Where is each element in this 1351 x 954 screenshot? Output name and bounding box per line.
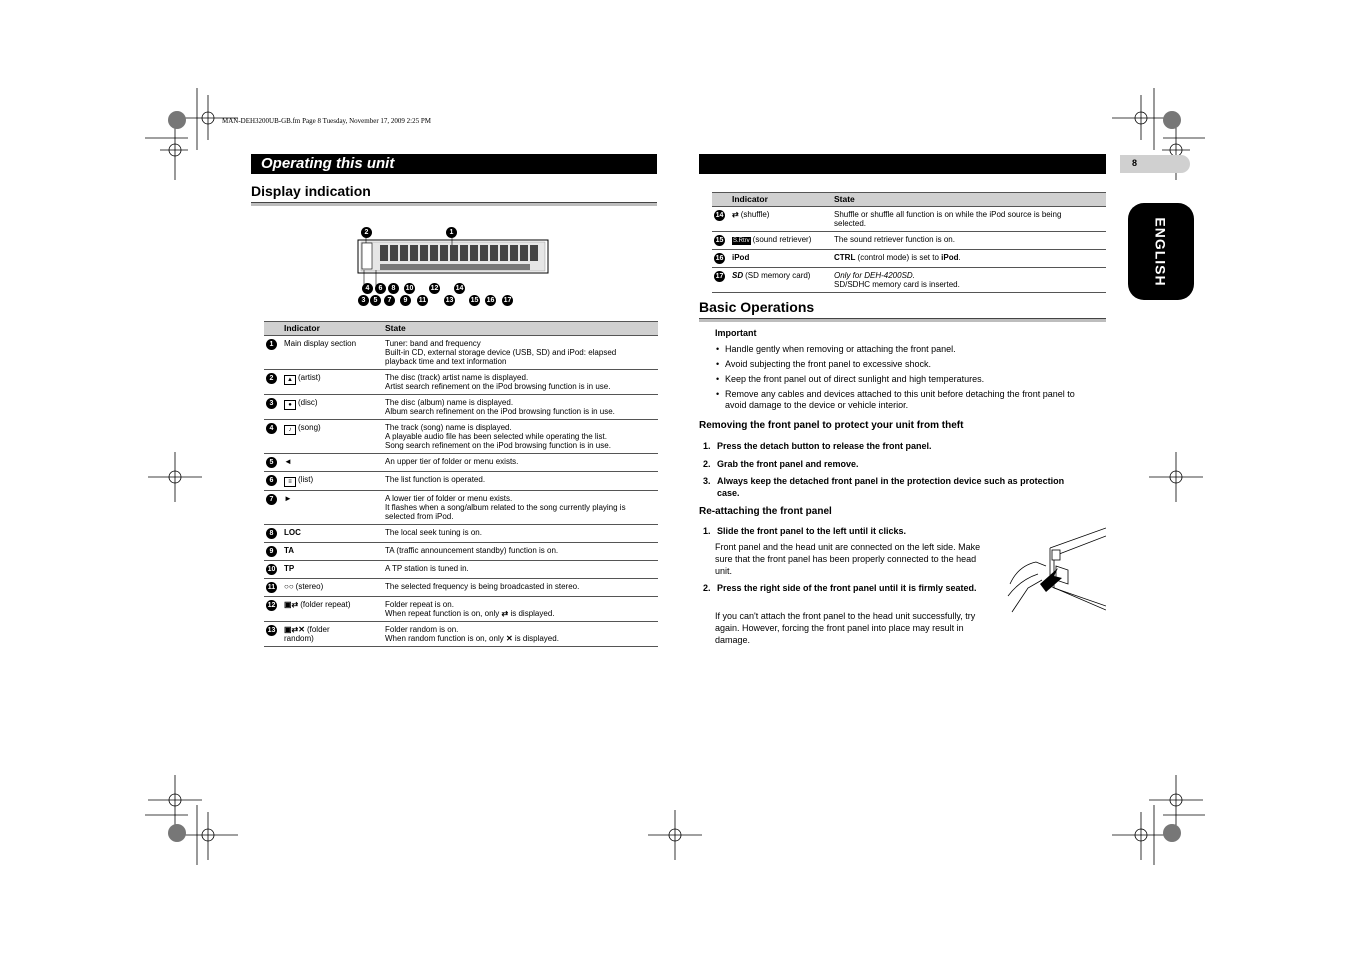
song-icon: ♪ [284, 425, 296, 435]
remove-step-2: 2. Grab the front panel and remove. [703, 459, 859, 469]
column-header-indicator: Indicator [732, 193, 834, 207]
section-title: Operating this unit [261, 155, 395, 172]
basic-operations-heading: Basic Operations [699, 299, 815, 315]
table-row: 11 ○○ (stereo) The selected frequency is being broadcasted in stereo. [264, 579, 658, 597]
callout-4: 4 [362, 283, 373, 294]
list-item: • Handle gently when removing or attaching the front panel. [715, 344, 1093, 355]
reattach-body-1: Front panel and the head unit are connected on the left side. Make sure that the front panel has been properly connected to the head unit. [715, 542, 981, 576]
disc-icon: ● [284, 400, 296, 410]
important-label: Important [715, 328, 757, 338]
callout-row-bottom: 3 5 7 9 11 13 15 16 17 [358, 289, 513, 307]
callout-6: 6 [375, 283, 386, 294]
indicator-table-left [264, 321, 658, 647]
callout-1: 1 [446, 221, 457, 239]
table-row: 5 ◄ An upper tier of folder or menu exists. [264, 454, 658, 472]
table-row: 7 ► A lower tier of folder or menu exists. It flashes when a song/album related to the song currently playing is selected from iPod. [264, 491, 658, 525]
table-row: 1 Main display section Tuner: band and frequency Built-in CD, external storage device (USB, SD) and iPod: elapsed playback time and text information [264, 336, 658, 370]
reattach-step-2: 2. Press the right side of the front panel until it is firmly seated. [703, 583, 977, 593]
table-row: 10 TP A TP station is tuned in. [264, 561, 658, 579]
table-row: 6 ≡ (list) The list function is operated. [264, 472, 658, 491]
indicator-table-right [712, 192, 1106, 293]
remove-step-3: 3. Always keep the detached front panel in the protection device such as protection case. [703, 476, 1065, 498]
table-row: 14 ⇄ (shuffle) Shuffle or shuffle all function is on while the iPod source is being selected. [712, 207, 1106, 232]
page-number: 8 [1132, 158, 1138, 168]
language-label: ENGLISH [1153, 216, 1170, 287]
table-row: 13 ▣⇄✕ (folder random) Folder random is on. When random function is on, only ✕ is displayed. [264, 622, 658, 647]
table-row: 2 ▲ (artist) The disc (track) artist name is displayed. Artist search refinement on the iPod browsing function is in use. [264, 370, 658, 395]
table-row: 12 ▣⇄ (folder repeat) Folder repeat is on. When repeat function is on, only ⇄ is displayed. [264, 597, 658, 622]
display-heading: Display indication [251, 183, 371, 199]
remove-step-1: 1. Press the detach button to release the front panel. [703, 441, 932, 451]
front-panel-illustration [1006, 526, 1106, 618]
heading-rule-left [251, 202, 657, 206]
file-info: MAN-DEH3200UB-GB.fm Page 8 Tuesday, November 17, 2009 2:25 PM [222, 117, 431, 125]
table-row: 4 ♪ (song) The track (song) name is displayed. A playable audio file has been selected while operating the list. Song search refinement on the iPod browsing function is in use. [264, 420, 658, 454]
important-list [715, 344, 1093, 415]
reattach-step-1: 1. Slide the front panel to the left until it clicks. [703, 526, 907, 536]
table-row: 9 TA TA (traffic announcement standby) function is on. [264, 543, 658, 561]
left-arrow-icon: ◄ [284, 454, 385, 472]
section-bar-left [251, 154, 657, 174]
folder-repeat-icon: ▣⇄ [284, 600, 299, 609]
table-row: 15 S.Rtrv (sound retriever) The sound retriever function is on. [712, 232, 1106, 250]
table-row: 17 SD (SD memory card) Only for DEH-4200SD. SD/SDHC memory card is inserted. [712, 268, 1106, 293]
list-icon: ≡ [284, 477, 296, 487]
page-tab [1120, 155, 1190, 173]
callout-12: 12 [430, 285, 439, 292]
section-bar-right [699, 154, 1106, 174]
repeat-icon: ⇄ [501, 609, 509, 618]
callout-10: 10 [405, 285, 414, 292]
list-item: • Avoid subjecting the front panel to excessive shock. [715, 359, 1093, 370]
callout-2: 2 [361, 221, 372, 239]
column-header-indicator: Indicator [284, 322, 385, 336]
shuffle-icon: ⇄ [732, 210, 739, 219]
list-item: • Keep the front panel out of direct sunlight and high temperatures. [715, 374, 1093, 385]
artist-icon: ▲ [284, 375, 296, 385]
table-row: 8 LOC The local seek tuning is on. [264, 525, 658, 543]
remove-heading: Removing the front panel to protect your unit from theft [699, 420, 964, 431]
column-header-state: State [834, 193, 1106, 207]
column-header-state: State [385, 322, 658, 336]
sound-retriever-icon: S.Rtrv [733, 238, 750, 244]
random-icon: ✕ [505, 634, 513, 643]
heading-rule-right [699, 318, 1106, 322]
right-arrow-icon: ► [284, 491, 385, 525]
folder-random-icon: ▣⇄✕ [284, 625, 305, 634]
table-row: 16 iPod CTRL (control mode) is set to iPod. [712, 250, 1106, 268]
language-tab [1128, 203, 1194, 300]
list-item: • Remove any cables and devices attached to this unit before detaching the front panel to avoid damage to the device or vehicle interior. [715, 389, 1093, 411]
reattach-body-2: If you can't attach the front panel to the head unit successfully, try again. However, forcing the front panel into place may result in damage. [715, 611, 976, 645]
sd-icon: SD [732, 271, 744, 280]
stereo-icon: ○○ [284, 582, 294, 591]
callout-8: 8 [388, 283, 399, 294]
callout-14: 14 [455, 285, 464, 292]
reattach-heading: Re-attaching the front panel [699, 506, 832, 517]
table-row: 3 ● (disc) The disc (album) name is displayed. Album search refinement on the iPod browsing function is in use. [264, 395, 658, 420]
